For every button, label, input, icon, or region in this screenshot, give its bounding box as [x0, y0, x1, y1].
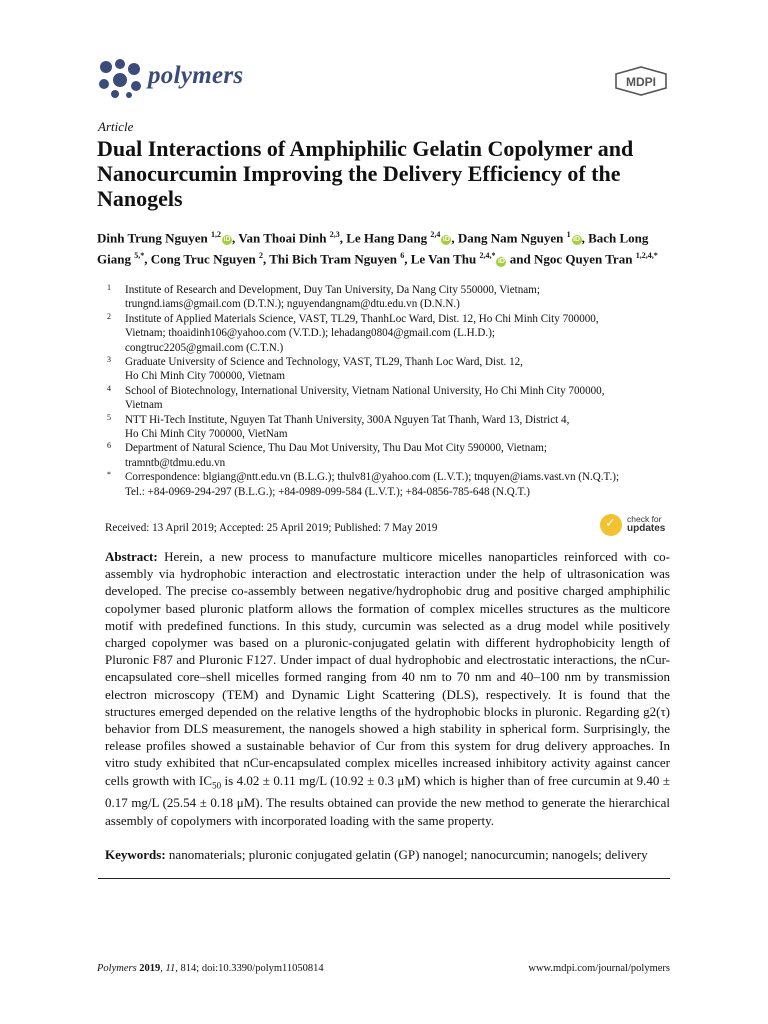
section-divider: [98, 878, 670, 879]
author-name: Le Van Thu: [410, 251, 477, 267]
author-affiliation-marker: 1,2,4,*: [635, 251, 658, 261]
author-name: Dinh Trung Nguyen: [97, 230, 208, 246]
author-name: Cong Truc Nguyen: [150, 251, 256, 267]
author-separator: ,: [144, 251, 151, 267]
affiliation-line: Vietnam: [125, 399, 163, 412]
author-separator: ,: [232, 230, 239, 246]
author-affiliation-marker: 1: [566, 230, 571, 239]
author-list: [97, 226, 677, 269]
keywords-label: Keywords:: [105, 847, 166, 862]
author-separator: ,: [581, 230, 589, 246]
abstract-text-part1: Herein, a new process to manufacture multicore micelles nanoparticles reinforced with co-assembly via hydrophobic interaction and electrostatic interaction under the help of ultrasonication was developed. The precise co-assembly between negative/hydrophobic drug and positive charged amphiphilic copolymer based pluronic platform allows the formation of complex micelles structures as the multicore motif with predefined functions. In this study, curcumin was selected as a drug model while positively charged copolymer was based on a pluronic-conjugated gelatin with different hydrophobicity length of Pluronic F87 and Pluronic F127. Under impact of dual hydrophobic and electrostatic interactions, the nCur-encapsulated core–shell micelles formed ranging from 40 nm to 70 nm and 40–100 nm by transmission electron microscopy (TEM) and Dynamic Light Scattering (DLS), respectively. It is found that the structures emerged depended on the relative lengths of the hydrophobic blocks in pluronic. Regarding g2(τ) behavior from DLS measurement, the nanogels showed a high stability in spherical form. Surprisingly, the release profiles showed a sustainable behavior of Cur from this system for drug delivery approaches. In vitro study exhibited that nCur-encapsulated complex micelles increased inhibitory activity against cancer cells growth with IC: [105, 549, 670, 788]
author-separator: ,: [451, 230, 458, 246]
author-affiliation-marker: 2,4: [430, 230, 441, 239]
polymers-logo-icon: [97, 58, 143, 98]
footer-year: 2019: [139, 963, 161, 974]
affiliation-item: [103, 312, 683, 355]
affiliation-item: [103, 441, 683, 470]
affiliation-marker: 5: [107, 412, 111, 422]
affiliation-line: trungnd.iams@gmail.com (D.T.N.); nguyendangnam@dtu.edu.vn (D.N.N.): [125, 298, 460, 311]
keywords-text: nanomaterials; pluronic conjugated gelatin (GP) nanogel; nanocurcumin; nanogels; delivery: [165, 847, 648, 862]
affiliation-line: Vietnam; thoaidinh106@yahoo.com (V.T.D.); lehadang0804@gmail.com (L.H.D.);: [125, 327, 495, 340]
affiliation-line: NTT Hi-Tech Institute, Nguyen Tat Thanh University, 300A Nguyen Tat Thanh, Ward 13, District 4,: [125, 413, 570, 426]
journal-name: polymers: [148, 62, 244, 89]
author-affiliation-marker: 2,3: [329, 230, 340, 239]
check-updates-line2: updates: [627, 523, 666, 534]
mdpi-logo-text: MDPI: [626, 75, 656, 89]
author-name: Dang Nam Nguyen: [457, 230, 564, 246]
affiliation-marker: 4: [107, 383, 111, 393]
mdpi-logo: [613, 66, 669, 96]
article-type: Article: [98, 119, 134, 134]
abstract-text-part2: is 4.02 ± 0.11 mg/L (10.92 ± 0.3 μM) which is higher than of free curcumin at 9.40 ± 0.17 mg/L (25.54 ± 0.18 μM). The results obtained can provide the new method to generate the hierarchical assembly of copolymers with incorporated loading with the same property.: [105, 772, 671, 828]
footer-journal-url[interactable]: www.mdpi.com/journal/polymers: [528, 963, 670, 974]
author-name: Ngoc Quyen Tran: [533, 251, 633, 267]
author-separator: ,: [262, 251, 270, 267]
author-name: Van Thoai Dinh: [238, 230, 327, 246]
orcid-icon[interactable]: iD: [573, 236, 581, 244]
affiliation-list: [103, 283, 683, 499]
abstract-subscript: 50: [212, 780, 222, 791]
affiliation-item: [103, 355, 683, 384]
affiliation-line: tramntb@tdmu.edu.vn: [125, 456, 226, 469]
orcid-icon[interactable]: iD: [442, 236, 450, 244]
author-name: Thi Bich Tram Nguyen: [269, 251, 397, 267]
affiliation-marker: 6: [107, 441, 111, 451]
footer-doi: , 814; doi:10.3390/polym11050814: [175, 963, 324, 974]
footer-volume: 11: [165, 963, 176, 974]
affiliation-line: Department of Natural Science, Thu Dau Mot University, Thu Dau Mot City 590000, Vietnam;: [125, 442, 547, 455]
affiliation-line: Institute of Applied Materials Science, VAST, TL29, ThanhLoc Ward, Dist. 12, Ho Chi Minh City 700000,: [125, 312, 599, 325]
affiliation-marker: 2: [107, 311, 111, 321]
affiliation-marker: *: [107, 470, 111, 480]
author-affiliation-marker: 2,4,*: [479, 251, 496, 261]
keywords: [105, 846, 670, 863]
author-separator: and: [506, 251, 534, 267]
affiliation-line: Ho Chi Minh City 700000, VietNam: [125, 428, 288, 441]
author-name: Le Hang Dang: [346, 230, 428, 246]
affiliation-item: [103, 283, 683, 312]
author-name: Bach Long Giang: [97, 230, 649, 267]
checkmark-icon: ✓: [605, 516, 616, 531]
publication-dates: Received: 13 April 2019; Accepted: 25 April 2019; Published: 7 May 2019: [105, 522, 438, 534]
footer-journal: Polymers: [97, 963, 137, 974]
author-affiliation-marker: 6: [400, 251, 405, 261]
check-for-updates-badge[interactable]: [600, 512, 680, 536]
author-separator: ,: [339, 230, 347, 246]
affiliation-line: congtruc2205@gmail.com (C.T.N.): [125, 341, 284, 354]
author-affiliation-marker: 1,2: [211, 230, 222, 239]
affiliation-line: Correspondence: blgiang@ntt.edu.vn (B.L.G.); thulv81@yahoo.com (L.V.T.); tnquyen@iams.vast.vn (N.Q.T.);: [125, 471, 620, 484]
abstract-label: Abstract:: [105, 549, 158, 564]
paper-title: Dual Interactions of Amphiphilic Gelatin Copolymer and Nanocurcumin Improving the Delivery Efficiency of the Nanogels: [97, 136, 634, 211]
affiliation-marker: 1: [107, 283, 111, 292]
orcid-icon[interactable]: iD: [223, 236, 231, 244]
abstract: [105, 548, 670, 829]
affiliation-line: School of Biotechnology, International University, Vietnam National University, Ho Chi Minh City 700000,: [125, 384, 605, 397]
author-affiliation-marker: 5,*: [134, 251, 145, 261]
affiliation-item: [103, 413, 683, 442]
affiliation-line: Institute of Research and Development, Duy Tan University, Da Nang City 550000, Vietnam;: [125, 284, 540, 296]
affiliation-marker: 3: [107, 355, 111, 365]
check-updates-line1: check for: [627, 514, 662, 524]
footer-citation: Polymers 2019, 11, 814; doi:10.3390/polym11050814: [97, 963, 324, 974]
affiliation-line: Graduate University of Science and Technology, VAST, TL29, Thanh Loc Ward, Dist. 12,: [125, 356, 523, 369]
affiliation-line: Ho Chi Minh City 700000, Vietnam: [125, 370, 285, 383]
author-affiliation-marker: 2: [258, 251, 263, 261]
author-separator: ,: [404, 251, 411, 267]
orcid-icon[interactable]: iD: [497, 257, 505, 265]
affiliation-item: [103, 384, 683, 413]
affiliation-line: Tel.: +84-0969-294-297 (B.L.G.); +84-0989-099-584 (L.V.T.); +84-0856-785-648 (N.Q.T.): [125, 485, 530, 498]
affiliation-item: [103, 470, 683, 499]
